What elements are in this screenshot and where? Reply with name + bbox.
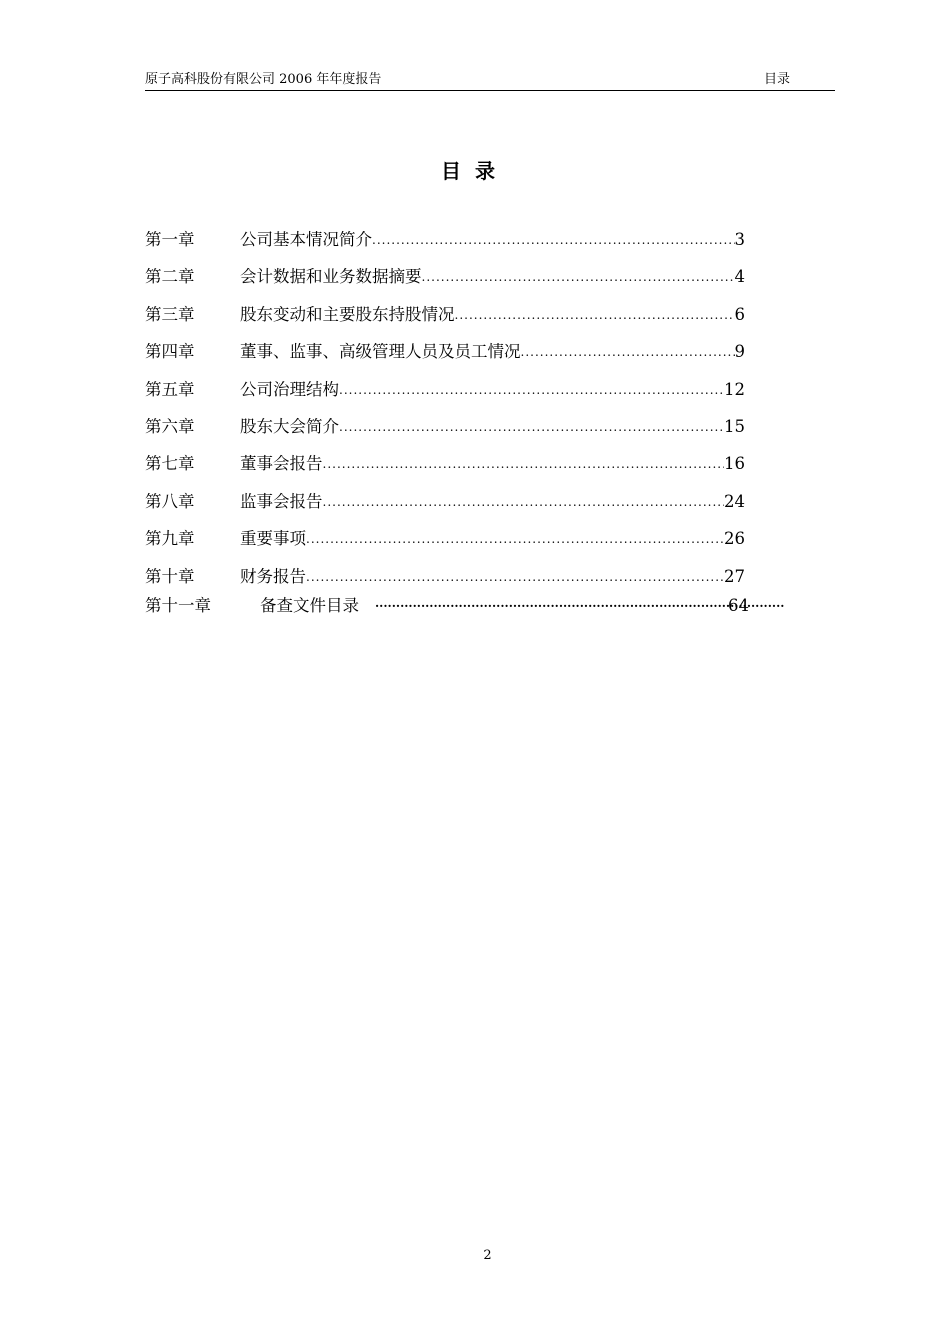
toc-entry[interactable]: [145, 263, 745, 300]
toc-page-number: 16: [724, 454, 745, 474]
toc-page-number: 27: [724, 566, 745, 586]
toc-dot-leader: [375, 592, 845, 620]
toc-page-number: 26: [724, 529, 745, 549]
toc-dot-leader: [339, 413, 724, 441]
toc-dot-leader: [323, 450, 725, 478]
toc-entry-appendix[interactable]: [145, 592, 755, 620]
toc-entry-title: 公司治理结构: [240, 379, 339, 399]
toc-page-number: 6: [734, 304, 745, 324]
toc-page-number: 3: [734, 230, 745, 249]
toc-entry[interactable]: [145, 413, 745, 450]
toc-chapter-number: 第十章: [145, 566, 195, 586]
toc-entry[interactable]: [145, 376, 745, 413]
toc-entry[interactable]: [145, 301, 745, 338]
toc-entry-title: 公司基本情况简介: [240, 230, 372, 249]
toc-page-number: 12: [724, 379, 745, 399]
toc-entry-title: 董事、监事、高级管理人员及员工情况: [240, 342, 521, 362]
toc-page-number: 4: [734, 267, 745, 287]
header-section-name: 目录: [763, 72, 790, 87]
page-header: [145, 66, 835, 91]
toc-entry-title: 会计数据和业务数据摘要: [240, 267, 422, 287]
toc-entry-title: 重要事项: [240, 529, 306, 549]
toc-dot-leader: [422, 263, 735, 291]
toc-dot-leader: [323, 488, 725, 516]
toc-entry-title: 股东变动和主要股东持股情况: [240, 304, 455, 324]
toc-page-number: 64: [728, 596, 749, 615]
toc-chapter-number: 第二章: [145, 267, 195, 287]
toc-entry[interactable]: [145, 450, 745, 487]
toc-chapter-number: 第五章: [145, 379, 195, 399]
toc-chapter-number: 第八章: [145, 491, 195, 511]
toc-chapter-number: 第七章: [145, 454, 195, 474]
toc-page-number: 9: [734, 342, 745, 362]
toc-entry[interactable]: [145, 226, 745, 263]
toc-chapter-number: 第六章: [145, 416, 195, 436]
toc-dot-leader: [306, 525, 724, 553]
header-report-title: 原子高科股份有限公司 2006 年年度报告: [145, 72, 382, 87]
toc-dot-leader: [339, 376, 724, 404]
toc-dot-leader: [521, 338, 735, 366]
toc-entry[interactable]: [145, 488, 745, 525]
toc-title: 目录: [441, 159, 509, 183]
toc-entry[interactable]: [145, 338, 745, 375]
toc-dot-leader: [372, 226, 735, 254]
page-number: 2: [483, 1248, 492, 1263]
toc-dot-leader: [455, 301, 735, 329]
toc-chapter-number: 第三章: [145, 304, 195, 324]
toc-page-number: 15: [724, 416, 745, 436]
toc-entry[interactable]: [145, 525, 745, 562]
toc-entry-title: 董事会报告: [240, 454, 323, 474]
toc-page-number: 24: [724, 491, 745, 511]
toc-dot-leader: [306, 563, 724, 591]
toc-entry-title: 股东大会简介: [240, 416, 339, 436]
toc-chapter-number: 第九章: [145, 529, 195, 549]
table-of-contents: [145, 226, 745, 600]
toc-chapter-number: 第十一章: [145, 596, 211, 615]
toc-entry-title: 备查文件目录: [260, 596, 359, 615]
toc-entry-title: 财务报告: [240, 566, 306, 586]
toc-chapter-number: 第一章: [145, 230, 195, 249]
toc-chapter-number: 第四章: [145, 342, 195, 362]
toc-entry-title: 监事会报告: [240, 491, 323, 511]
